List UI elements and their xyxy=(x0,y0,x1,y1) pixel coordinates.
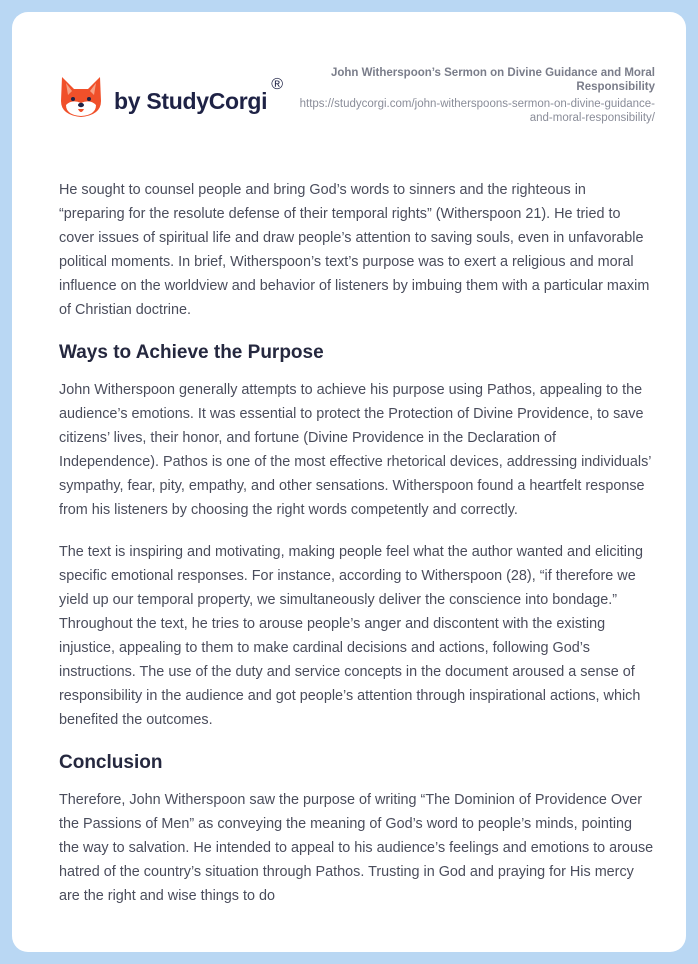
heading-ways-to-achieve: Ways to Achieve the Purpose xyxy=(59,342,324,363)
paragraph: John Witherspoon generally attempts to achieve his purpose using Pathos, appealing to the audience’s emotions. It was essential to protect the Protection of Divine Providence, to save citizens’ lives, their honor, and fortune (Divine Providence in the Declaration of Independence). Pathos is one of the most effective rhetorical devices, addressing individuals’ sympathy, fear, pity, empathy, and other sensations. Witherspoon found a heartfelt response from his listeners by choosing the right words competently and correctly. xyxy=(59,382,651,518)
document-title: John Witherspoon’s Sermon on Divine Guidance and Moral Responsibility xyxy=(330,67,655,93)
page-header xyxy=(12,12,686,152)
document-card xyxy=(12,12,686,952)
paragraph-intro: He sought to counsel people and bring God’s words to sinners and the righteous in “preparing for the resolute defense of their temporal rights” (Witherspoon 21). He tried to cover issues of spiritual life and draw people’s attention to saving souls, even in unfavorable political moments. In brief, Witherspoon’s text’s purpose was to exert a religious and moral influence on the worldview and behavior of listeners by imbuing them with a particular maxim of Christian doctrine. xyxy=(59,182,650,318)
registered-mark: ® xyxy=(271,76,284,93)
studycorgi-logo[interactable] xyxy=(60,75,283,119)
corgi-icon xyxy=(60,75,102,119)
paragraph: Therefore, John Witherspoon saw the purpose of writing “The Dominion of Providence Over the Passions of Men” as conveying the meaning of God’s word to people’s minds, pointing the way to salvation. He intended to appeal to his audience’s feelings and emotions to arouse hatred of the country’s situation through Pathos. Trusting in God and praying for His mercy are the right and wise things to do xyxy=(59,792,654,904)
logo-text: by StudyCorgi xyxy=(114,87,268,114)
document-url[interactable]: https://studycorgi.com/john-witherspoons-sermon-on-divine-guidance-and-moral-responsibility/ xyxy=(299,98,655,124)
heading-conclusion: Conclusion xyxy=(59,752,163,773)
document-body xyxy=(59,178,655,926)
paragraph: The text is inspiring and motivating, making people feel what the author wanted and eliciting specific emotional responses. For instance, according to Witherspoon (28), “if therefore we yield up our temporal property, we simultaneously deliver the conscience into bondage.” Throughout the text, he tries to arouse people’s anger and discontent with the existing injustice, appealing to them to make cardinal decisions and actions, following God’s instructions. The use of the duty and service concepts in the document aroused a sense of responsibility in the audience and got people’s attention through inspirational actions, which benefited the outcomes. xyxy=(59,544,643,728)
document-meta xyxy=(295,66,655,125)
